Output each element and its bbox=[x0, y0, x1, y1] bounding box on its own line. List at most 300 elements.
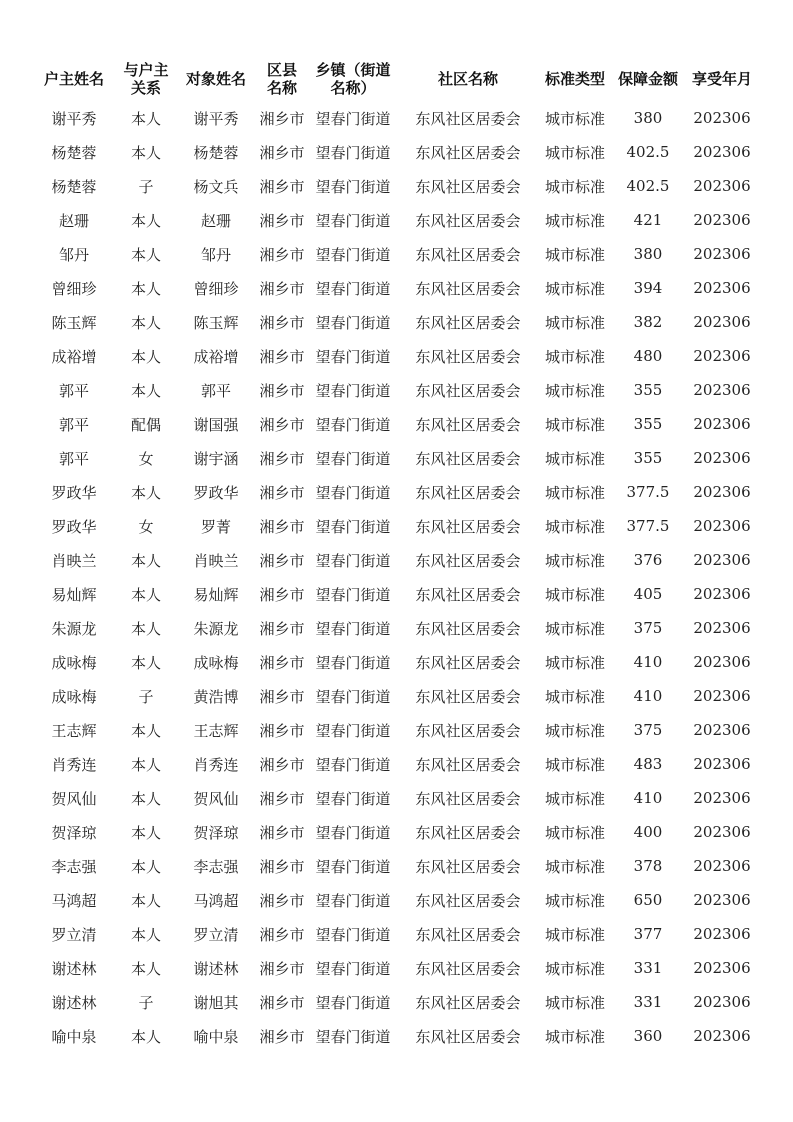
cell-amount: 377.5 bbox=[626, 483, 670, 501]
cell-amount: 410 bbox=[633, 789, 663, 807]
header-row bbox=[32, 56, 760, 101]
cell-county: 湘乡市 bbox=[259, 381, 305, 400]
cell-community: 东风社区居委会 bbox=[415, 483, 521, 502]
cell-community: 东风社区居委会 bbox=[415, 585, 521, 604]
cell-head-name: 曾细珍 bbox=[51, 279, 97, 298]
cell-amount: 394 bbox=[633, 279, 663, 297]
table-row bbox=[32, 407, 760, 441]
cell-person-name: 谢平秀 bbox=[193, 109, 239, 128]
cell-head-name: 郭平 bbox=[58, 449, 89, 468]
cell-town: 望春门街道 bbox=[315, 993, 391, 1012]
cell-head-name: 易灿辉 bbox=[51, 585, 97, 604]
cell-community: 东风社区居委会 bbox=[415, 925, 521, 944]
header-text: 对象姓名 bbox=[185, 69, 246, 88]
cell-town: 望春门街道 bbox=[315, 347, 391, 366]
cell-person-name: 郭平 bbox=[200, 381, 231, 400]
cell-county: 湘乡市 bbox=[259, 551, 305, 570]
cell-period: 202306 bbox=[693, 347, 751, 365]
cell-person-name: 贺风仙 bbox=[193, 789, 239, 808]
cell-county: 湘乡市 bbox=[259, 585, 305, 604]
cell-town: 望春门街道 bbox=[315, 891, 391, 910]
column-header-relation bbox=[116, 56, 176, 101]
cell-community: 东风社区居委会 bbox=[415, 687, 521, 706]
cell-person-name: 罗政华 bbox=[193, 483, 239, 502]
cell-relation: 本人 bbox=[130, 823, 161, 842]
cell-relation: 本人 bbox=[130, 1027, 161, 1046]
cell-relation: 本人 bbox=[130, 109, 161, 128]
cell-amount: 400 bbox=[633, 823, 663, 841]
cell-community: 东风社区居委会 bbox=[415, 1027, 521, 1046]
cell-person-name: 肖映兰 bbox=[193, 551, 239, 570]
table-row bbox=[32, 951, 760, 985]
cell-period: 202306 bbox=[693, 1027, 751, 1045]
table-row bbox=[32, 713, 760, 747]
header-text: 户主姓名 bbox=[43, 69, 104, 88]
column-header-head-name bbox=[32, 56, 116, 101]
cell-standard-type: 城市标准 bbox=[544, 891, 605, 910]
cell-period: 202306 bbox=[693, 891, 751, 909]
cell-community: 东风社区居委会 bbox=[415, 551, 521, 570]
cell-head-name: 朱源龙 bbox=[51, 619, 97, 638]
cell-community: 东风社区居委会 bbox=[415, 653, 521, 672]
cell-town: 望春门街道 bbox=[315, 551, 391, 570]
cell-county: 湘乡市 bbox=[259, 483, 305, 502]
cell-standard-type: 城市标准 bbox=[544, 959, 605, 978]
cell-person-name: 贺泽琼 bbox=[193, 823, 239, 842]
cell-relation: 本人 bbox=[130, 279, 161, 298]
cell-town: 望春门街道 bbox=[315, 245, 391, 264]
cell-amount: 480 bbox=[633, 347, 663, 365]
cell-community: 东风社区居委会 bbox=[415, 415, 521, 434]
cell-standard-type: 城市标准 bbox=[544, 381, 605, 400]
cell-amount: 382 bbox=[633, 313, 663, 331]
cell-period: 202306 bbox=[693, 109, 751, 127]
cell-person-name: 谢宇涵 bbox=[193, 449, 239, 468]
table-row bbox=[32, 679, 760, 713]
table-row bbox=[32, 917, 760, 951]
cell-standard-type: 城市标准 bbox=[544, 687, 605, 706]
cell-community: 东风社区居委会 bbox=[415, 721, 521, 740]
cell-community: 东风社区居委会 bbox=[415, 381, 521, 400]
cell-amount: 376 bbox=[633, 551, 663, 569]
cell-standard-type: 城市标准 bbox=[544, 313, 605, 332]
table-row bbox=[32, 883, 760, 917]
table-row bbox=[32, 645, 760, 679]
cell-relation: 女 bbox=[138, 449, 154, 468]
cell-person-name: 成咏梅 bbox=[193, 653, 239, 672]
cell-community: 东风社区居委会 bbox=[415, 891, 521, 910]
cell-person-name: 罗菁 bbox=[200, 517, 231, 536]
cell-relation: 本人 bbox=[130, 857, 161, 876]
cell-town: 望春门街道 bbox=[315, 1027, 391, 1046]
cell-town: 望春门街道 bbox=[315, 279, 391, 298]
cell-town: 望春门街道 bbox=[315, 109, 391, 128]
cell-period: 202306 bbox=[693, 755, 751, 773]
column-header-standard-type bbox=[538, 56, 612, 101]
cell-community: 东风社区居委会 bbox=[415, 279, 521, 298]
cell-standard-type: 城市标准 bbox=[544, 857, 605, 876]
cell-amount: 360 bbox=[633, 1027, 663, 1045]
cell-head-name: 罗政华 bbox=[51, 483, 97, 502]
cell-amount: 355 bbox=[633, 415, 663, 433]
column-header-town bbox=[308, 56, 398, 101]
cell-relation: 本人 bbox=[130, 381, 161, 400]
cell-head-name: 谢述林 bbox=[51, 993, 97, 1012]
cell-relation: 本人 bbox=[130, 619, 161, 638]
cell-period: 202306 bbox=[693, 449, 751, 467]
cell-county: 湘乡市 bbox=[259, 143, 305, 162]
cell-county: 湘乡市 bbox=[259, 517, 305, 536]
column-header-county bbox=[256, 56, 308, 101]
cell-amount: 402.5 bbox=[626, 143, 670, 161]
cell-community: 东风社区居委会 bbox=[415, 177, 521, 196]
cell-town: 望春门街道 bbox=[315, 313, 391, 332]
table-row bbox=[32, 577, 760, 611]
cell-county: 湘乡市 bbox=[259, 857, 305, 876]
cell-person-name: 喻中泉 bbox=[193, 1027, 239, 1046]
cell-community: 东风社区居委会 bbox=[415, 517, 521, 536]
cell-relation: 本人 bbox=[130, 755, 161, 774]
cell-period: 202306 bbox=[693, 177, 751, 195]
cell-relation: 本人 bbox=[130, 483, 161, 502]
cell-standard-type: 城市标准 bbox=[544, 823, 605, 842]
header-text: 与户主 bbox=[123, 60, 169, 79]
cell-community: 东风社区居委会 bbox=[415, 143, 521, 162]
cell-relation: 本人 bbox=[130, 653, 161, 672]
cell-person-name: 谢国强 bbox=[193, 415, 239, 434]
cell-community: 东风社区居委会 bbox=[415, 347, 521, 366]
cell-town: 望春门街道 bbox=[315, 483, 391, 502]
cell-period: 202306 bbox=[693, 245, 751, 263]
cell-town: 望春门街道 bbox=[315, 585, 391, 604]
cell-head-name: 贺风仙 bbox=[51, 789, 97, 808]
cell-county: 湘乡市 bbox=[259, 755, 305, 774]
cell-head-name: 谢平秀 bbox=[51, 109, 97, 128]
cell-town: 望春门街道 bbox=[315, 211, 391, 230]
cell-community: 东风社区居委会 bbox=[415, 959, 521, 978]
cell-head-name: 杨楚蓉 bbox=[51, 177, 97, 196]
table-row bbox=[32, 237, 760, 271]
cell-period: 202306 bbox=[693, 687, 751, 705]
table-header bbox=[32, 56, 760, 101]
cell-head-name: 王志辉 bbox=[51, 721, 97, 740]
cell-person-name: 黄浩博 bbox=[193, 687, 239, 706]
cell-person-name: 谢述林 bbox=[193, 959, 239, 978]
cell-community: 东风社区居委会 bbox=[415, 109, 521, 128]
cell-amount: 410 bbox=[633, 653, 663, 671]
cell-amount: 421 bbox=[633, 211, 663, 229]
column-header-person-name bbox=[176, 56, 256, 101]
cell-relation: 子 bbox=[138, 177, 154, 196]
cell-standard-type: 城市标准 bbox=[544, 993, 605, 1012]
cell-head-name: 郭平 bbox=[58, 381, 89, 400]
cell-amount: 377 bbox=[633, 925, 663, 943]
column-header-amount bbox=[612, 56, 684, 101]
cell-county: 湘乡市 bbox=[259, 959, 305, 978]
cell-county: 湘乡市 bbox=[259, 109, 305, 128]
cell-community: 东风社区居委会 bbox=[415, 789, 521, 808]
cell-county: 湘乡市 bbox=[259, 211, 305, 230]
cell-head-name: 杨楚蓉 bbox=[51, 143, 97, 162]
cell-town: 望春门街道 bbox=[315, 653, 391, 672]
cell-amount: 375 bbox=[633, 619, 663, 637]
cell-period: 202306 bbox=[693, 585, 751, 603]
cell-person-name: 邹丹 bbox=[200, 245, 231, 264]
cell-head-name: 陈玉辉 bbox=[51, 313, 97, 332]
cell-standard-type: 城市标准 bbox=[544, 925, 605, 944]
cell-county: 湘乡市 bbox=[259, 653, 305, 672]
cell-standard-type: 城市标准 bbox=[544, 483, 605, 502]
table-row bbox=[32, 305, 760, 339]
cell-community: 东风社区居委会 bbox=[415, 313, 521, 332]
cell-standard-type: 城市标准 bbox=[544, 449, 605, 468]
header-text: 关系 bbox=[130, 78, 161, 97]
cell-amount: 378 bbox=[633, 857, 663, 875]
table-row bbox=[32, 509, 760, 543]
header-text: 享受年月 bbox=[691, 69, 752, 88]
cell-amount: 483 bbox=[633, 755, 663, 773]
header-text: 区县 bbox=[266, 60, 297, 79]
cell-relation: 本人 bbox=[130, 313, 161, 332]
cell-amount: 375 bbox=[633, 721, 663, 739]
cell-standard-type: 城市标准 bbox=[544, 245, 605, 264]
header-text: 标准类型 bbox=[544, 69, 605, 88]
cell-person-name: 陈玉辉 bbox=[193, 313, 239, 332]
cell-county: 湘乡市 bbox=[259, 687, 305, 706]
cell-head-name: 赵珊 bbox=[58, 211, 89, 230]
cell-town: 望春门街道 bbox=[315, 449, 391, 468]
cell-town: 望春门街道 bbox=[315, 925, 391, 944]
cell-head-name: 贺泽琼 bbox=[51, 823, 97, 842]
cell-county: 湘乡市 bbox=[259, 993, 305, 1012]
cell-head-name: 成咏梅 bbox=[51, 653, 97, 672]
cell-community: 东风社区居委会 bbox=[415, 857, 521, 876]
column-header-community bbox=[398, 56, 538, 101]
cell-relation: 本人 bbox=[130, 211, 161, 230]
cell-town: 望春门街道 bbox=[315, 857, 391, 876]
table-row bbox=[32, 849, 760, 883]
header-text: 乡镇（街道 bbox=[315, 60, 391, 79]
cell-amount: 331 bbox=[633, 959, 663, 977]
cell-person-name: 罗立清 bbox=[193, 925, 239, 944]
cell-relation: 本人 bbox=[130, 347, 161, 366]
cell-county: 湘乡市 bbox=[259, 245, 305, 264]
cell-county: 湘乡市 bbox=[259, 891, 305, 910]
cell-amount: 410 bbox=[633, 687, 663, 705]
cell-relation: 本人 bbox=[130, 551, 161, 570]
cell-person-name: 马鸿超 bbox=[193, 891, 239, 910]
cell-county: 湘乡市 bbox=[259, 177, 305, 196]
header-text: 社区名称 bbox=[437, 69, 498, 88]
table-row bbox=[32, 339, 760, 373]
cell-town: 望春门街道 bbox=[315, 789, 391, 808]
cell-county: 湘乡市 bbox=[259, 925, 305, 944]
table-row bbox=[32, 169, 760, 203]
cell-town: 望春门街道 bbox=[315, 415, 391, 434]
cell-standard-type: 城市标准 bbox=[544, 279, 605, 298]
cell-person-name: 李志强 bbox=[193, 857, 239, 876]
cell-relation: 配偶 bbox=[130, 415, 161, 434]
cell-head-name: 喻中泉 bbox=[51, 1027, 97, 1046]
header-text: 名称） bbox=[330, 78, 376, 97]
cell-community: 东风社区居委会 bbox=[415, 619, 521, 638]
cell-person-name: 杨文兵 bbox=[193, 177, 239, 196]
cell-period: 202306 bbox=[693, 857, 751, 875]
cell-head-name: 肖秀连 bbox=[51, 755, 97, 774]
cell-town: 望春门街道 bbox=[315, 143, 391, 162]
cell-period: 202306 bbox=[693, 721, 751, 739]
cell-standard-type: 城市标准 bbox=[544, 211, 605, 230]
cell-period: 202306 bbox=[693, 517, 751, 535]
cell-town: 望春门街道 bbox=[315, 687, 391, 706]
table-row bbox=[32, 101, 760, 135]
cell-standard-type: 城市标准 bbox=[544, 415, 605, 434]
cell-relation: 子 bbox=[138, 993, 154, 1012]
cell-town: 望春门街道 bbox=[315, 177, 391, 196]
table-row bbox=[32, 747, 760, 781]
cell-relation: 本人 bbox=[130, 245, 161, 264]
cell-person-name: 朱源龙 bbox=[193, 619, 239, 638]
cell-head-name: 罗政华 bbox=[51, 517, 97, 536]
cell-head-name: 肖映兰 bbox=[51, 551, 97, 570]
header-text: 保障金额 bbox=[617, 69, 678, 88]
table-row bbox=[32, 543, 760, 577]
table-row bbox=[32, 373, 760, 407]
table-row bbox=[32, 271, 760, 305]
cell-standard-type: 城市标准 bbox=[544, 551, 605, 570]
cell-standard-type: 城市标准 bbox=[544, 721, 605, 740]
table-row bbox=[32, 815, 760, 849]
cell-period: 202306 bbox=[693, 279, 751, 297]
cell-person-name: 赵珊 bbox=[200, 211, 231, 230]
cell-community: 东风社区居委会 bbox=[415, 245, 521, 264]
cell-relation: 子 bbox=[138, 687, 154, 706]
cell-town: 望春门街道 bbox=[315, 823, 391, 842]
cell-period: 202306 bbox=[693, 313, 751, 331]
table-row bbox=[32, 475, 760, 509]
cell-county: 湘乡市 bbox=[259, 619, 305, 638]
cell-standard-type: 城市标准 bbox=[544, 653, 605, 672]
cell-county: 湘乡市 bbox=[259, 1027, 305, 1046]
column-header-period bbox=[684, 56, 760, 101]
cell-period: 202306 bbox=[693, 381, 751, 399]
cell-community: 东风社区居委会 bbox=[415, 823, 521, 842]
cell-head-name: 罗立清 bbox=[51, 925, 97, 944]
cell-county: 湘乡市 bbox=[259, 313, 305, 332]
cell-county: 湘乡市 bbox=[259, 721, 305, 740]
cell-head-name: 马鸿超 bbox=[51, 891, 97, 910]
cell-person-name: 曾细珍 bbox=[193, 279, 239, 298]
cell-community: 东风社区居委会 bbox=[415, 755, 521, 774]
table-row bbox=[32, 441, 760, 475]
cell-relation: 本人 bbox=[130, 721, 161, 740]
cell-period: 202306 bbox=[693, 415, 751, 433]
cell-town: 望春门街道 bbox=[315, 959, 391, 978]
table-row bbox=[32, 135, 760, 169]
cell-standard-type: 城市标准 bbox=[544, 517, 605, 536]
cell-period: 202306 bbox=[693, 211, 751, 229]
cell-period: 202306 bbox=[693, 143, 751, 161]
cell-county: 湘乡市 bbox=[259, 823, 305, 842]
cell-town: 望春门街道 bbox=[315, 755, 391, 774]
data-table bbox=[32, 56, 760, 1053]
cell-head-name: 李志强 bbox=[51, 857, 97, 876]
cell-amount: 405 bbox=[633, 585, 663, 603]
cell-relation: 本人 bbox=[130, 959, 161, 978]
cell-standard-type: 城市标准 bbox=[544, 347, 605, 366]
table-row bbox=[32, 611, 760, 645]
cell-amount: 355 bbox=[633, 449, 663, 467]
cell-period: 202306 bbox=[693, 653, 751, 671]
cell-head-name: 谢述林 bbox=[51, 959, 97, 978]
cell-person-name: 肖秀连 bbox=[193, 755, 239, 774]
cell-period: 202306 bbox=[693, 993, 751, 1011]
header-text: 名称 bbox=[266, 78, 297, 97]
cell-period: 202306 bbox=[693, 959, 751, 977]
cell-person-name: 杨楚蓉 bbox=[193, 143, 239, 162]
cell-county: 湘乡市 bbox=[259, 415, 305, 434]
table-row bbox=[32, 203, 760, 237]
cell-person-name: 易灿辉 bbox=[193, 585, 239, 604]
cell-town: 望春门街道 bbox=[315, 517, 391, 536]
table-row bbox=[32, 781, 760, 815]
cell-county: 湘乡市 bbox=[259, 449, 305, 468]
cell-period: 202306 bbox=[693, 823, 751, 841]
cell-community: 东风社区居委会 bbox=[415, 449, 521, 468]
cell-relation: 本人 bbox=[130, 891, 161, 910]
cell-county: 湘乡市 bbox=[259, 347, 305, 366]
cell-relation: 女 bbox=[138, 517, 154, 536]
cell-amount: 331 bbox=[633, 993, 663, 1011]
cell-amount: 355 bbox=[633, 381, 663, 399]
cell-community: 东风社区居委会 bbox=[415, 211, 521, 230]
cell-person-name: 王志辉 bbox=[193, 721, 239, 740]
cell-amount: 380 bbox=[633, 109, 663, 127]
cell-standard-type: 城市标准 bbox=[544, 1027, 605, 1046]
cell-head-name: 郭平 bbox=[58, 415, 89, 434]
cell-standard-type: 城市标准 bbox=[544, 177, 605, 196]
cell-amount: 380 bbox=[633, 245, 663, 263]
cell-standard-type: 城市标准 bbox=[544, 619, 605, 638]
cell-amount: 650 bbox=[633, 891, 663, 909]
cell-period: 202306 bbox=[693, 483, 751, 501]
cell-town: 望春门街道 bbox=[315, 381, 391, 400]
cell-period: 202306 bbox=[693, 789, 751, 807]
cell-relation: 本人 bbox=[130, 925, 161, 944]
cell-county: 湘乡市 bbox=[259, 279, 305, 298]
cell-town: 望春门街道 bbox=[315, 721, 391, 740]
cell-community: 东风社区居委会 bbox=[415, 993, 521, 1012]
cell-amount: 377.5 bbox=[626, 517, 670, 535]
cell-amount: 402.5 bbox=[626, 177, 670, 195]
cell-head-name: 邹丹 bbox=[58, 245, 89, 264]
table-row bbox=[32, 1019, 760, 1053]
cell-head-name: 成裕增 bbox=[51, 347, 97, 366]
cell-period: 202306 bbox=[693, 619, 751, 637]
table-row bbox=[32, 985, 760, 1019]
cell-relation: 本人 bbox=[130, 143, 161, 162]
cell-relation: 本人 bbox=[130, 789, 161, 808]
cell-standard-type: 城市标准 bbox=[544, 789, 605, 808]
cell-person-name: 成裕增 bbox=[193, 347, 239, 366]
cell-head-name: 成咏梅 bbox=[51, 687, 97, 706]
cell-standard-type: 城市标准 bbox=[544, 585, 605, 604]
cell-relation: 本人 bbox=[130, 585, 161, 604]
cell-standard-type: 城市标准 bbox=[544, 755, 605, 774]
cell-period: 202306 bbox=[693, 925, 751, 943]
cell-period: 202306 bbox=[693, 551, 751, 569]
table-body bbox=[32, 101, 760, 1053]
